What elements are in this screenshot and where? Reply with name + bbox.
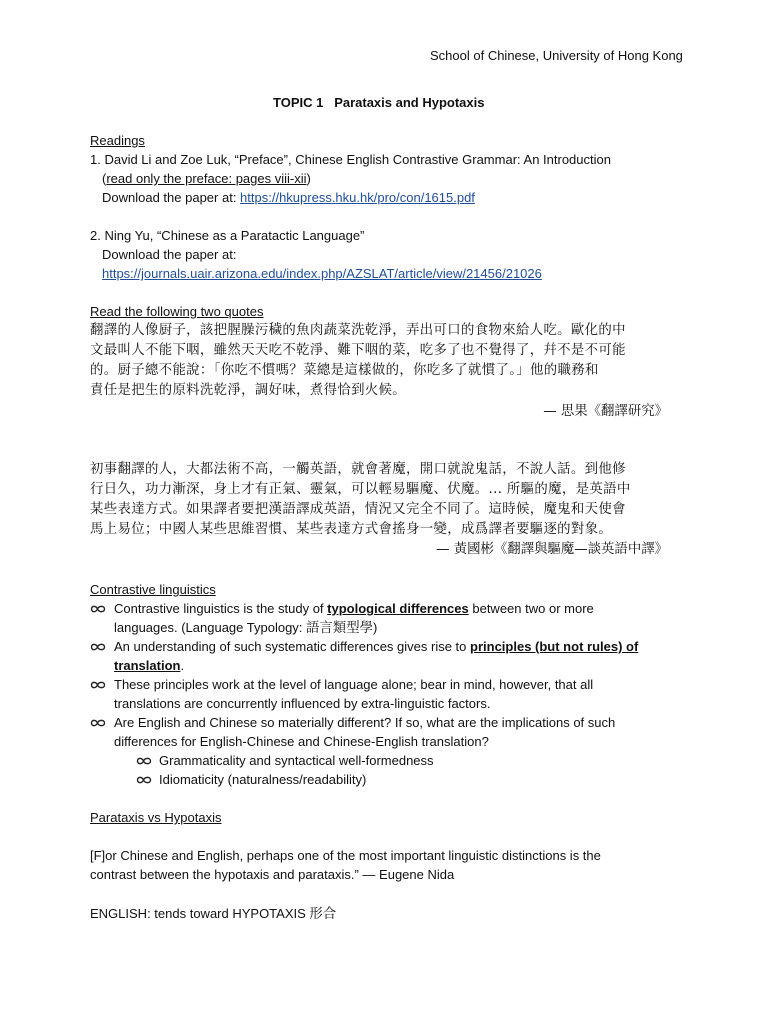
bullet-extralinguistic: These principles work at the level of language alone; bear in mind, however, that all xyxy=(114,677,594,692)
quote-1-line: 文最叫人不能下咽，雖然天天吃不乾淨、難下咽的菜，吃多了也不覺得了，幷不是不可能 xyxy=(90,343,626,358)
sub-bullet-idiomaticity: Idiomaticity (naturalness/readability) xyxy=(159,772,367,787)
quote-2-line: 某些表達方式。如果譯者要把漢語譯成英語，情況又完全不同了。這時候，魔鬼和天使會 xyxy=(90,502,626,517)
link-loop-bullet-icon xyxy=(136,755,152,767)
topic-title: Parataxis and Hypotaxis xyxy=(334,95,485,110)
link-loop-bullet-icon xyxy=(90,717,106,729)
quote-1-line: 的。厨子總不能說：「你吃不慣嗎？菜總是這樣做的，你吃多了就慣了。」他的職務和 xyxy=(90,363,599,378)
quote-2-attribution: — 黃國彬《翻譯與驅魔—談英語中譯》 xyxy=(436,542,668,557)
quote-2-line: 行日久，功力漸深，身上才有正氣、靈氣，可以輕易驅魔、伏魔。... 所驅的魔，是英語中 xyxy=(90,482,631,497)
link-loop-bullet-icon xyxy=(90,679,106,691)
reading-1-download: Download the paper at: https://hkupress.hku.hk/pro/con/1615.pdf xyxy=(102,190,475,205)
reading-2-link[interactable]: https://journals.uair.arizona.edu/index.php/AZSLAT/article/view/21456/21026 xyxy=(102,266,542,281)
reading-1-note: (read only the preface: pages viii-xii) xyxy=(102,171,311,186)
topic-number: TOPIC 1 xyxy=(273,95,324,110)
bullet-typology-cont: languages. (Language Typology: 語言類型學) xyxy=(114,620,378,636)
link-loop-bullet-icon xyxy=(136,774,152,786)
quote-1-line: 責任是把生的原料洗乾淨，調好味，煮得恰到火候。 xyxy=(90,383,407,398)
reading-1-link[interactable]: https://hkupress.hku.hk/pro/con/1615.pdf xyxy=(240,190,475,205)
bullet-principles-cont: translation. xyxy=(114,658,185,673)
quote-1-line: 翻譯的人像厨子，該把腥臊污穢的魚肉蔬菜洗乾淨，弄出可口的食物來給人吃。歐化的中 xyxy=(90,323,626,338)
institution-header: School of Chinese, University of Hong Kong xyxy=(430,48,683,63)
sub-bullet-grammaticality: Grammaticality and syntactical well-formedness xyxy=(159,753,434,768)
readings-heading: Readings xyxy=(90,133,145,148)
bullet-implications-cont: differences for English-Chinese and Chinese-English translation? xyxy=(114,734,489,749)
page-title xyxy=(273,93,484,112)
bullet-typology: Contrastive linguistics is the study of typological differences between two or more xyxy=(114,601,594,616)
preface-pages-link[interactable]: read only the preface: pages viii-xii xyxy=(106,171,307,186)
reading-1-citation: 1. David Li and Zoe Luk, “Preface”, Chinese English Contrastive Grammar: An Introduction xyxy=(90,152,611,167)
bullet-principles: An understanding of such systematic differences gives rise to principles (but not rules) of xyxy=(114,639,639,654)
reading-2-citation: 2. Ning Yu, “Chinese as a Paratactic Language” xyxy=(90,228,365,243)
reading-2-download-label: Download the paper at: xyxy=(102,247,237,262)
contrastive-heading: Contrastive linguistics xyxy=(90,582,216,597)
parataxis-heading: Parataxis vs Hypotaxis xyxy=(90,810,222,825)
quotes-heading: Read the following two quotes xyxy=(90,304,264,319)
bullet-extralinguistic-cont: translations are concurrently influenced by extra-linguistic factors. xyxy=(114,696,491,711)
english-hypotaxis-line: ENGLISH: tends toward HYPOTAXIS 形合 xyxy=(90,906,337,922)
quote-1-attribution: — 思果《翻譯研究》 xyxy=(543,404,668,419)
quote-2-line: 初事翻譯的人，大都法術不高，一觸英語，就會著魔，開口就說鬼話，不說人話。到他修 xyxy=(90,462,626,477)
link-loop-bullet-icon xyxy=(90,641,106,653)
quote-2-line: 馬上易位；中國人某些思維習慣、某些表達方式會搖身一變，成爲譯者要驅逐的對象。 xyxy=(90,522,613,537)
nida-quote-line: [F]or Chinese and English, perhaps one of the most important linguistic distinctions is the xyxy=(90,848,601,863)
nida-quote-line: contrast between the hypotaxis and parataxis.” — Eugene Nida xyxy=(90,867,455,882)
bullet-implications: Are English and Chinese so materially different? If so, what are the implications of such xyxy=(114,715,616,730)
link-loop-bullet-icon xyxy=(90,603,106,615)
